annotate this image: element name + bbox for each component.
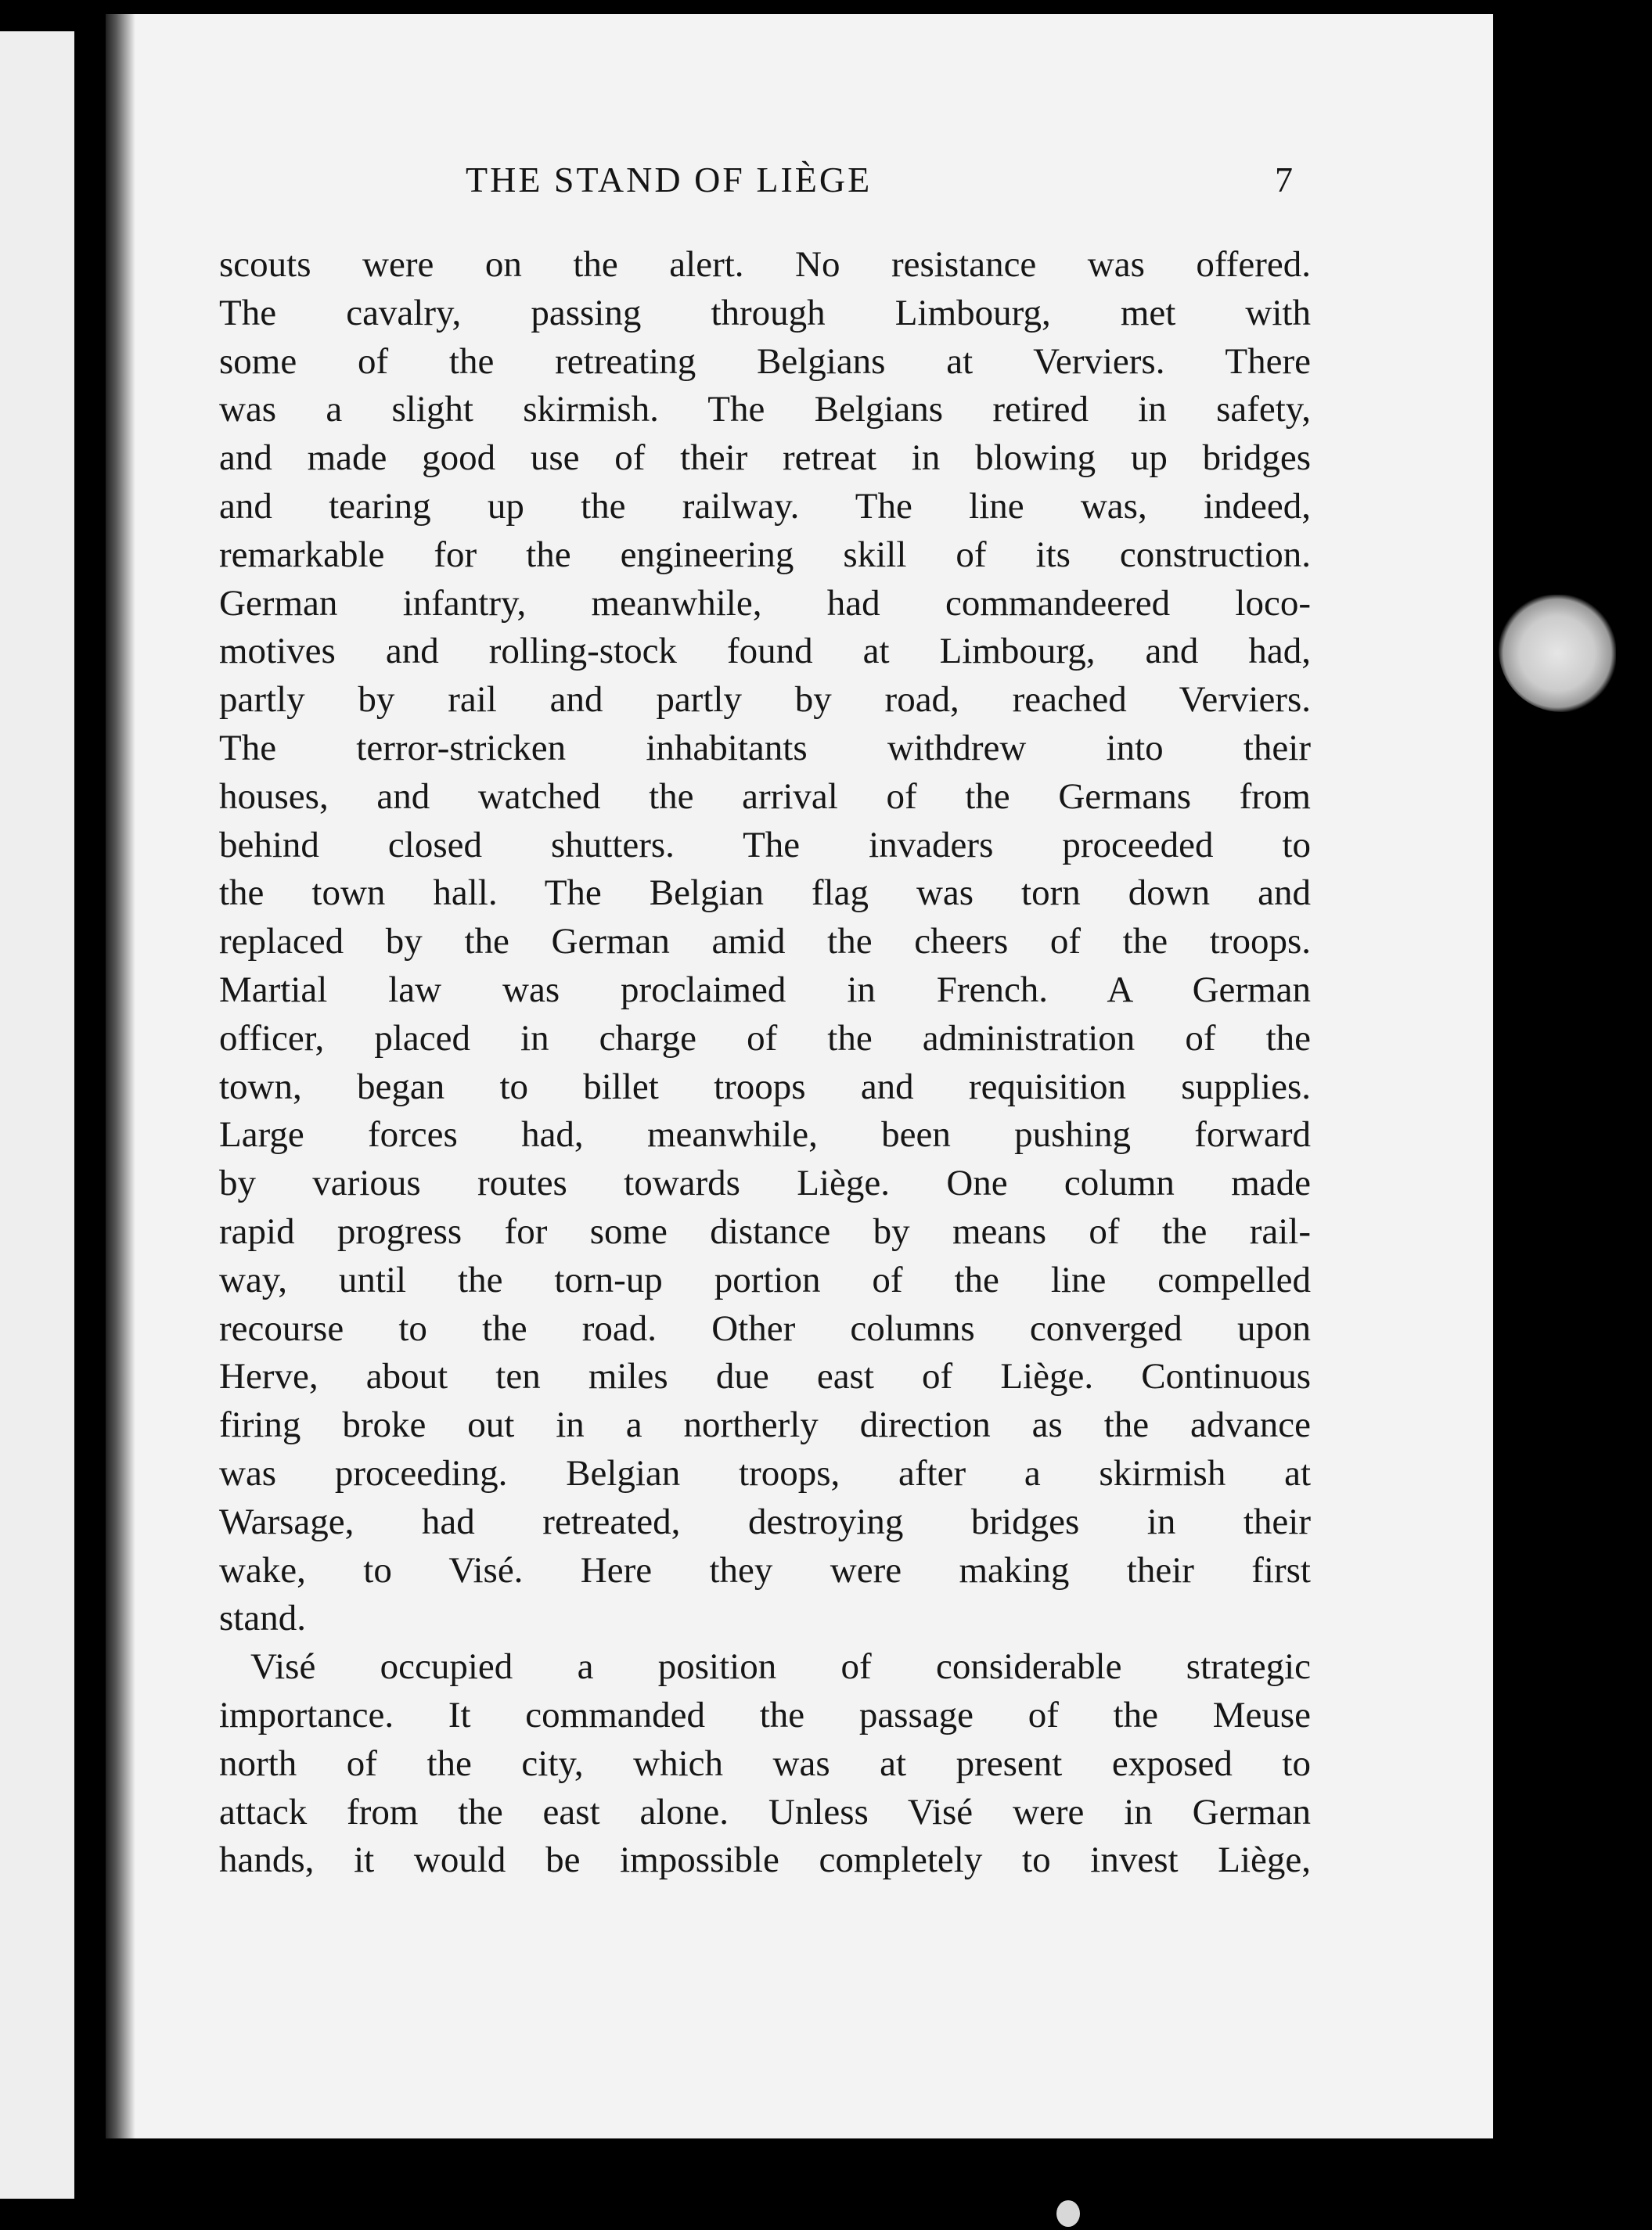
text-line: The cavalry, passing through Limbourg, met with [219, 292, 1311, 333]
text-line: by various routes towards Liège. One column made [219, 1163, 1311, 1204]
text-line: Warsage, had retreated, destroying bridges in their [219, 1501, 1311, 1542]
text-line: importance. It commanded the passage of the Meuse [219, 1694, 1311, 1735]
text-line: firing broke out in a northerly direction as the advance [219, 1405, 1311, 1446]
adjacent-page-edge [0, 31, 74, 2199]
text-line: behind closed shutters. The invaders proceeded to [219, 824, 1311, 865]
text-line: The terror-stricken inhabitants withdrew into their [219, 727, 1311, 768]
page-header [466, 151, 1295, 206]
text-line: some of the retreating Belgians at Verviers. There [219, 340, 1311, 382]
text-line: stand. [219, 1598, 306, 1639]
text-line: officer, placed in charge of the administration of the [219, 1017, 1311, 1059]
text-line: attack from the east alone. Unless Visé were in German [219, 1791, 1311, 1833]
text-line: scouts were on the alert. No resistance was offered. [219, 244, 1311, 285]
running-title: THE STAND OF LIÈGE [466, 160, 873, 200]
text-line: recourse to the road. Other columns converged upon [219, 1307, 1311, 1349]
text-line: town, began to billet troops and requisition supplies. [219, 1066, 1311, 1107]
text-line: Martial law was proclaimed in French. A German [219, 969, 1311, 1010]
text-line: hands, it would be impossible completely to invest Liège, [219, 1840, 1311, 1881]
text-line: and made good use of their retreat in blowing up bridges [219, 437, 1311, 479]
text-line: rapid progress for some distance by means of the rail- [219, 1210, 1311, 1252]
text-line: and tearing up the railway. The line was, indeed, [219, 485, 1311, 527]
text-line: houses, and watched the arrival of the Germans from [219, 775, 1311, 817]
page-gutter-shadow [106, 14, 135, 2138]
text-line: replaced by the German amid the cheers of the troops. [219, 921, 1311, 962]
text-line: wake, to Visé. Here they were making their first [219, 1549, 1311, 1591]
text-line: north of the city, which was at present exposed to [219, 1743, 1311, 1784]
body-text [219, 241, 1311, 1885]
scan-blot [1056, 2200, 1080, 2227]
page-number: 7 [1275, 160, 1295, 200]
text-line: was proceeding. Belgian troops, after a skirmish at [219, 1452, 1311, 1494]
text-line: Visé occupied a position of considerable strategic [250, 1646, 1311, 1688]
text-line: German infantry, meanwhile, had commandeered loco- [219, 582, 1311, 624]
book-page [106, 14, 1493, 2138]
text-line: partly by rail and partly by road, reached Verviers. [219, 679, 1311, 721]
text-line: remarkable for the engineering skill of its construction. [219, 534, 1311, 575]
text-line: was a slight skirmish. The Belgians retired in safety, [219, 389, 1311, 430]
text-line: Large forces had, meanwhile, been pushing forward [219, 1114, 1311, 1156]
text-line: way, until the torn-up portion of the line compelled [219, 1259, 1311, 1300]
text-line: motives and rolling-stock found at Limbourg, and had, [219, 631, 1311, 672]
text-line: Herve, about ten miles due east of Liège. Continuous [219, 1356, 1311, 1397]
text-line: the town hall. The Belgian flag was torn down and [219, 872, 1311, 914]
paper-stain [1499, 595, 1616, 712]
